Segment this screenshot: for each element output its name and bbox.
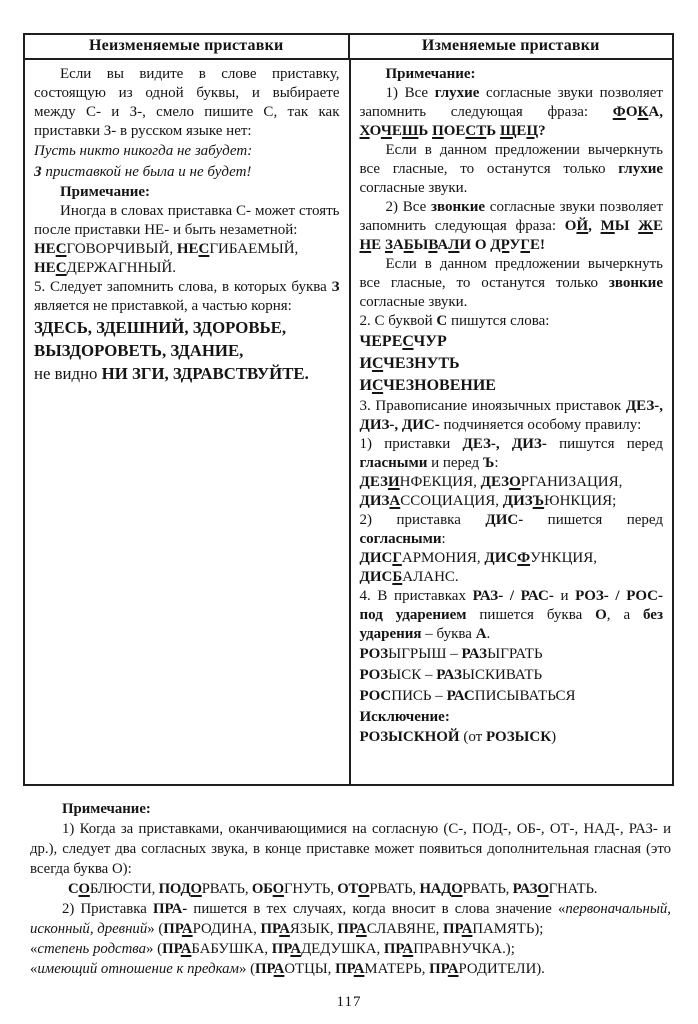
- table-header-row: [25, 35, 672, 60]
- paragraph: ЗДЕСЬ, ЗДЕШНИЙ, ЗДОРОВЬЕ, ВЫЗДОРОВЕТЬ, ЗДАНИЕ, не видно НИ ЗГИ, ЗДРАВСТВУЙТЕ.: [34, 318, 309, 383]
- column-header-unchangeable-prefixes: Неизменяемые приставки: [89, 37, 284, 54]
- paragraph: Примечание:: [62, 801, 151, 817]
- paragraph: Если вы видите в слове приставку, состоящую из одной буквы, и выбираете между С- и З-, смело пишите С, так как приставки З- в русском языке нет:: [34, 66, 340, 139]
- paragraph: 2) Все звонкие согласные звуки позволяет запомнить следующая фраза: ОЙ, МЫ ЖЕ НЕ ЗАБЫВАЛИ О ДРУГЕ!: [359, 199, 664, 253]
- page-number: 117: [336, 994, 362, 1010]
- paragraph: Иногда в словах приставка С- может стоять после приставки НЕ- и быть незаметной:: [34, 203, 340, 238]
- prefix-table: [23, 33, 674, 786]
- right-column-changeable-prefixes: [349, 60, 673, 784]
- paragraph: ДИСГАРМОНИЯ, ДИСФУНКЦИЯ, ДИСБАЛАНС.: [359, 550, 597, 585]
- paragraph: 3. Правописание иноязычных приставок ДЕЗ-, ДИЗ-, ДИС- подчиняется особому правилу:: [359, 398, 663, 433]
- paragraph: Пусть никто никогда не забудет:: [34, 143, 253, 159]
- paragraph: 2) приставка ДИС- пишется перед согласными:: [359, 512, 663, 547]
- paragraph: 1) приставки ДЕЗ-, ДИЗ- пишутся перед гласными и перед Ъ:: [359, 436, 663, 471]
- paragraph: Примечание:: [60, 184, 151, 200]
- paragraph: 5. Следует запомнить слова, в которых буква З является не приставкой, а частью корня:: [34, 279, 340, 314]
- paragraph: 2) Приставка ПРА- пишется в тех случаях, когда вносит в слова значение «первоначальный, исконный, древний» (ПРАРОДИНА, ПРАЯЗЫК, ПРАСЛАВЯНЕ, ПРАПАМЯТЬ);: [30, 901, 671, 937]
- paragraph: «имеющий отношение к предкам» (ПРАОТЦЫ, ПРАМАТЕРЬ, ПРАРОДИТЕЛИ).: [30, 961, 545, 977]
- column-header-changeable-prefixes: Изменяемые приставки: [348, 35, 673, 58]
- paragraph: З приставкой не была и не будет!: [34, 164, 252, 180]
- paragraph: Если в данном предложении вычеркнуть все гласные, то останутся только глухие согласные звуки.: [359, 142, 663, 196]
- paragraph: 4. В приставках РАЗ- / РАС- и РОЗ- / РОС- под ударением пишется буква О, а без ударения – буква А.: [359, 588, 663, 642]
- paragraph: «степень родства» (ПРАБАБУШКА, ПРАДЕДУШКА, ПРАПРАВНУЧКА.);: [30, 941, 515, 957]
- paragraph: 2. С буквой С пишутся слова:: [359, 313, 550, 329]
- paragraph: ДЕЗИНФЕКЦИЯ, ДЕЗОРГАНИЗАЦИЯ, ДИЗАССОЦИАЦИЯ, ДИЗЪЮНКЦИЯ;: [359, 474, 623, 509]
- footnote-section: [30, 799, 671, 979]
- paragraph: СОБЛЮСТИ, ПОДОРВАТЬ, ОБОГНУТЬ, ОТОРВАТЬ, НАДОРВАТЬ, РАЗОГНАТЬ.: [68, 881, 598, 897]
- paragraph: ЧЕРЕСЧУР ИСЧЕЗНУТЬ ИСЧЕЗНОВЕНИЕ: [359, 333, 496, 394]
- paragraph: Примечание:: [385, 66, 476, 82]
- paragraph: РОЗЫГРЫШ – РАЗЫГРАТЬ РОЗЫСК – РАЗЫСКИВАТЬ РОСПИСЬ – РАСПИСЫВАТЬСЯ: [359, 646, 576, 704]
- paragraph: Если в данном предложении вычеркнуть все гласные, то останутся только звонкие согласные звуки.: [359, 256, 663, 310]
- paragraph: 1) Когда за приставками, оканчивающимися на согласную (С-, ПОД-, ОБ-, ОТ-, НАД-, РАЗ- и др.), следует два согласных звука, в конце приставке может появиться дополнительная гласная (это всегда буква О):: [30, 821, 671, 877]
- table-body: [25, 60, 672, 784]
- paragraph: Исключение: РОЗЫСКНОЙ (от РОЗЫСК): [359, 709, 557, 745]
- left-column-unchangeable-prefixes: [25, 60, 349, 784]
- paragraph: НЕСГОВОРЧИВЫЙ, НЕСГИБАЕМЫЙ, НЕСДЕРЖАГННЫЙ.: [34, 241, 299, 276]
- paragraph: 1) Все глухие согласные звуки позволяет запомнить следующая фраза: ФОКА, ХОЧЕШЬ ПОЕСТЬ ЩЕЦ?: [359, 85, 663, 139]
